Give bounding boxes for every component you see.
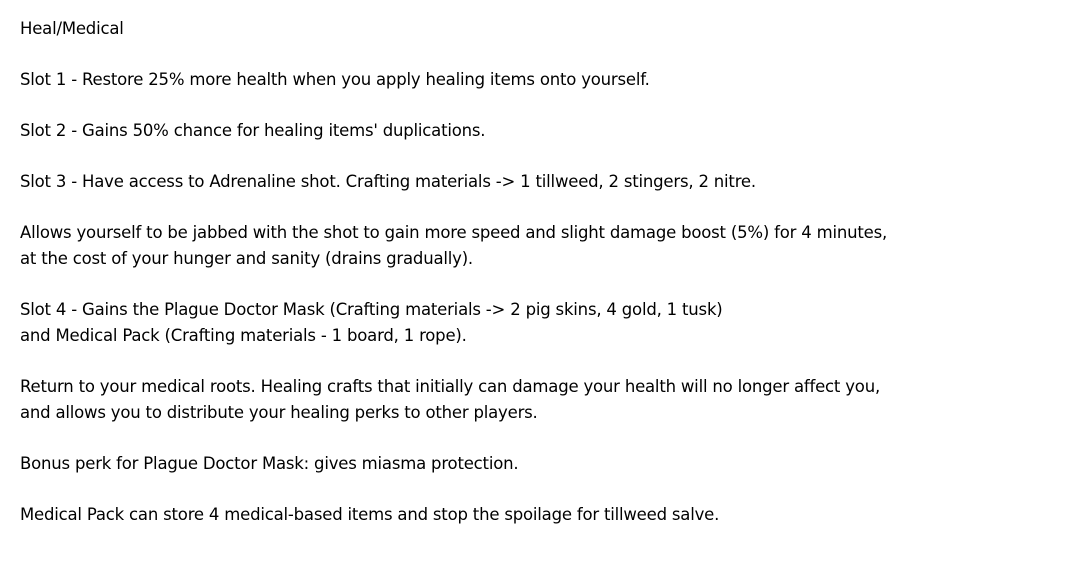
adrenaline-description-line-2: at the cost of your hunger and sanity (drains gradually). — [20, 249, 473, 268]
spacer — [20, 477, 1055, 502]
slot-4-description-line-2: and Medical Pack (Crafting materials - 1 board, 1 rope). — [20, 326, 467, 345]
slot-2-description: Slot 2 - Gains 50% chance for healing items' duplications. — [20, 121, 486, 140]
document-title: Heal/Medical — [20, 19, 124, 38]
document-body — [20, 16, 1055, 528]
spacer — [20, 349, 1055, 374]
adrenaline-description-line-1: Allows yourself to be jabbed with the shot to gain more speed and slight damage boost (5%) for 4 minutes, — [20, 223, 888, 242]
spacer — [20, 195, 1055, 220]
spacer — [20, 426, 1055, 451]
spacer — [20, 272, 1055, 297]
medical-pack-description: Medical Pack can store 4 medical-based items and stop the spoilage for tillweed salve. — [20, 505, 720, 524]
spacer — [20, 42, 1055, 67]
bonus-perk-description: Bonus perk for Plague Doctor Mask: gives miasma protection. — [20, 454, 519, 473]
spacer — [20, 93, 1055, 118]
spacer — [20, 144, 1055, 169]
slot-4-description-line-1: Slot 4 - Gains the Plague Doctor Mask (Crafting materials -> 2 pig skins, 4 gold, 1 tusk) — [20, 300, 723, 319]
medical-roots-line-2: and allows you to distribute your healing perks to other players. — [20, 403, 538, 422]
medical-roots-line-1: Return to your medical roots. Healing crafts that initially can damage your health will no longer affect you, — [20, 377, 880, 396]
slot-3-description: Slot 3 - Have access to Adrenaline shot. Crafting materials -> 1 tillweed, 2 stingers, 2 nitre. — [20, 172, 756, 191]
slot-1-description: Slot 1 - Restore 25% more health when you apply healing items onto yourself. — [20, 70, 650, 89]
